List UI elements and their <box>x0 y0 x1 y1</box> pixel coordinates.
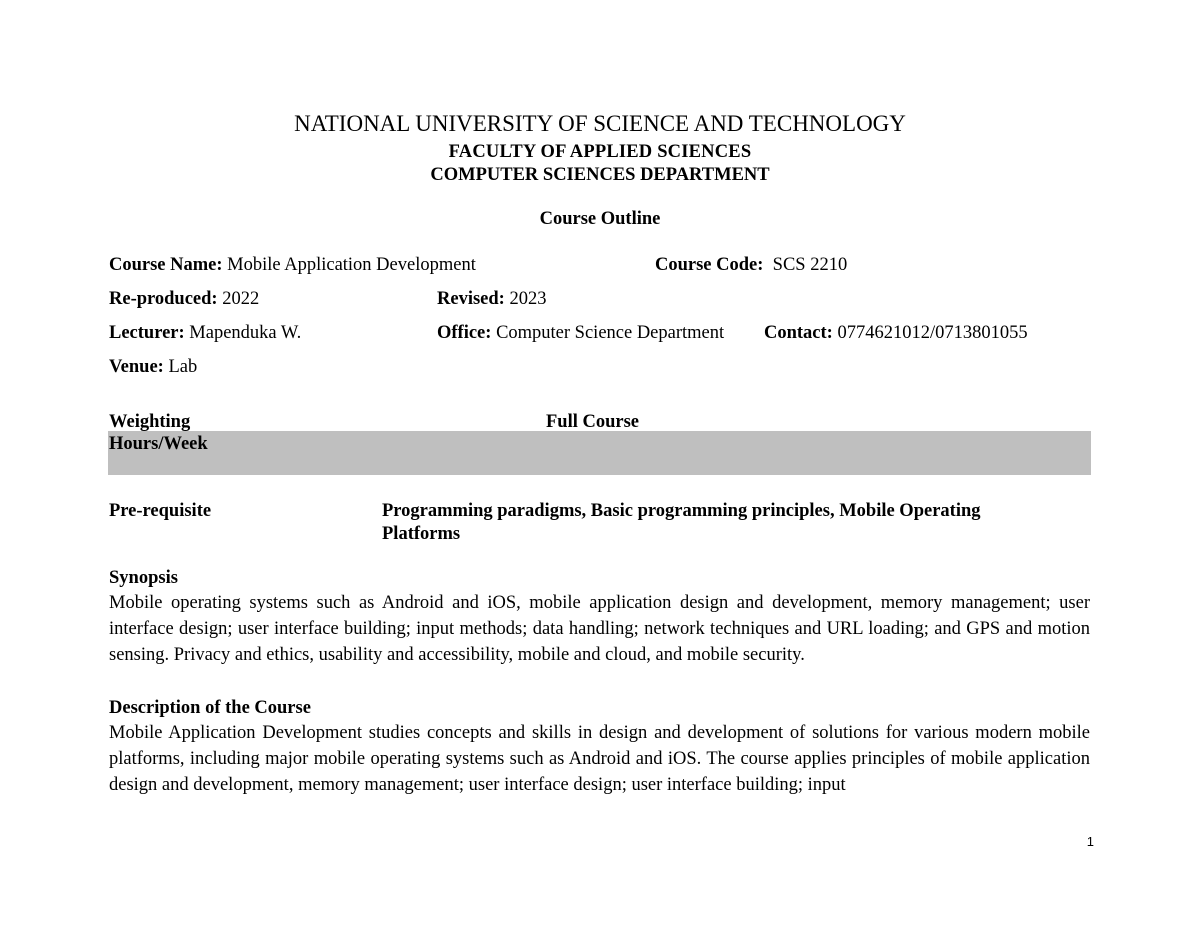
contact-label: Contact: <box>764 323 833 343</box>
venue-label: Venue: <box>109 357 164 377</box>
full-course-header: Full Course <box>546 412 640 432</box>
course-name-value: Mobile Application Development <box>227 255 476 275</box>
lecturer-value: Mapenduka W. <box>189 323 302 343</box>
synopsis-heading: Synopsis <box>109 568 178 588</box>
document-title: Course Outline <box>539 209 661 229</box>
hours-week-label: Hours/Week <box>109 434 208 454</box>
office-field <box>437 322 724 344</box>
course-code-label: Course Code: <box>655 255 764 275</box>
page-number: 1 <box>1086 834 1094 849</box>
prerequisite-line-1: Programming paradigms, Basic programming principles, Mobile Operating <box>382 501 981 521</box>
lecturer-field <box>109 322 301 344</box>
reproduced-field <box>109 288 259 310</box>
weighting-header: Weighting <box>109 412 191 432</box>
venue-field <box>109 356 197 378</box>
department-title: COMPUTER SCIENCES DEPARTMENT <box>430 165 770 185</box>
prerequisite-line-2: Platforms <box>382 524 461 544</box>
revised-value: 2023 <box>509 289 547 309</box>
synopsis-text: Mobile operating systems such as Android and iOS, mobile application design and development, memory management; user interface design; user interface building; input methods; data handling; network techniques and URL loading; and GPS and motion sensing. Privacy and ethics, usability and accessibility, mobile and cloud, and mobile security. <box>109 593 1090 665</box>
reproduced-value: 2022 <box>222 289 260 309</box>
course-code-value: SCS 2210 <box>772 255 848 275</box>
lecturer-label: Lecturer: <box>109 323 185 343</box>
description-heading: Description of the Course <box>109 698 311 718</box>
university-title: NATIONAL UNIVERSITY OF SCIENCE AND TECHNOLOGY <box>294 111 906 136</box>
contact-value: 0774621012/0713801055 <box>837 323 1028 343</box>
course-code-field <box>655 254 847 276</box>
contact-field <box>764 322 1028 344</box>
office-label: Office: <box>437 323 492 343</box>
office-value: Computer Science Department <box>496 323 725 343</box>
venue-value: Lab <box>168 357 198 377</box>
revised-label: Revised: <box>437 289 505 309</box>
faculty-title: FACULTY OF APPLIED SCIENCES <box>448 142 752 162</box>
prerequisite-label: Pre-requisite <box>109 501 212 521</box>
hours-week-row-shading <box>108 431 1091 475</box>
revised-field <box>437 288 546 310</box>
reproduced-label: Re-produced: <box>109 289 218 309</box>
course-name-label: Course Name: <box>109 255 223 275</box>
course-name-field <box>109 254 476 276</box>
description-text: Mobile Application Development studies concepts and skills in design and development of solutions for various modern mobile platforms, including major mobile operating systems such as Android and iOS. The course applies principles of mobile application design and development, memory management; user interface design; user interface building; input <box>109 723 1090 795</box>
